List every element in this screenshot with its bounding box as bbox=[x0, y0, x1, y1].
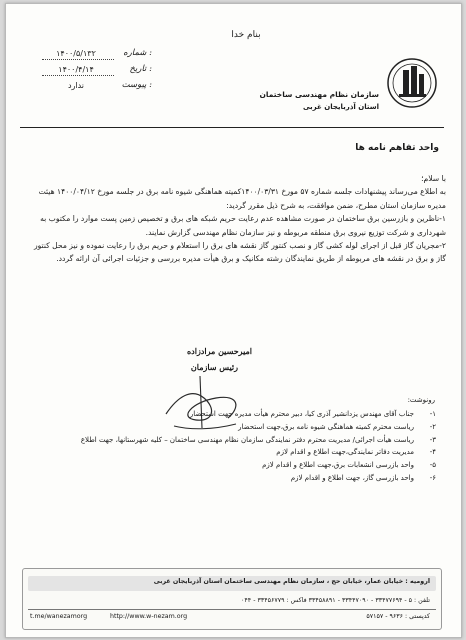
letter-meta bbox=[42, 48, 152, 96]
footer-divider bbox=[28, 609, 436, 610]
copies-heading: رونوشت: bbox=[407, 396, 435, 404]
basmala-heading: بنام خدا bbox=[231, 30, 261, 40]
attachment-value: ندارد bbox=[67, 81, 85, 90]
copy-item: ۲-ریاست محترم کمیته هماهنگی شیوه نامه برق،جهت استحضار bbox=[238, 422, 436, 431]
footer-phones: تلفن : ۵ - ۳۳۴۷۷۶۹۴ - ۳۳۴۴۷۰۹۰ - ۳۳۴۵۸۸۹۱ فاکس : ۳۳۴۵۶۷۷۹ - ۰۴۴ bbox=[241, 597, 430, 604]
number-dotted-line bbox=[42, 59, 114, 60]
copies-list bbox=[38, 408, 436, 485]
copy-item: ۱-جناب آقای مهندس یزدانشیر آذری کیا، دبیر محترم هیأت مدیره جهت استحضار bbox=[189, 410, 436, 418]
letterhead-footer bbox=[22, 568, 442, 630]
copy-item: ۶-واحد بازرسی گاز، جهت اطلاع و اقدام لازم bbox=[290, 473, 436, 482]
organization-province: استان آذربایجان غربی bbox=[302, 103, 379, 111]
copy-item: ۳-ریاست هیأت اجرائی/ مدیریت محترم دفتر نمایندگی سازمان نظام مهندسی ساختمان – کلیه شهرستانها، جهت اطلاع bbox=[80, 435, 436, 444]
organization-logo-block bbox=[249, 56, 439, 116]
footer-telegram-link[interactable]: t.me/wanezamorg bbox=[30, 613, 88, 620]
salutation: با سلام؛ bbox=[421, 174, 446, 183]
date-dotted-line bbox=[42, 75, 114, 76]
body-paragraph: ۱-ناظرین و بازرسین برق ساختمان در صورت مشاهده عدم رعایت حریم شبکه های برق و تخصیص زمین پست موارد را مکتوب به شهرداری و شرکت توزیع نیروی برق منطقه مربوطه و نیز سازمان نظام مهندسی گزارش نمایند. bbox=[40, 214, 446, 237]
footer-address: ارومیه : خیابان عمار، خیابان حج ، سازمان نظام مهندسی ساختمان استان آذربایجان غربی bbox=[153, 578, 430, 585]
attachment-label: پیوست : bbox=[121, 80, 152, 90]
body-paragraph: به اطلاع می‌رساند پیشنهادات جلسه شماره ۵۷ مورخ ۱۴۰۰/۰۳/۳۱کمیته هماهنگی شیوه نامه برق در جلسه مورخ ۱۴۰۰/۰۴/۱۲ هیئت مدیره سازمان استان مطرح، ضمن موافقت، به شرح ذیل مقرر گردید: bbox=[38, 187, 446, 210]
letter-body bbox=[26, 172, 446, 266]
date-value: ۱۴۰۰/۴/۱۴ bbox=[58, 65, 94, 74]
signer-name: امیرحسین مرادزاده bbox=[186, 346, 252, 356]
number-row bbox=[42, 48, 152, 64]
letter-subject: واحد تفاهم نامه ها bbox=[355, 143, 439, 153]
copy-item: ۵-واحد بازرسی انشعابات برق،جهت اطلاع و اقدام لازم bbox=[262, 461, 436, 470]
attachment-row bbox=[42, 80, 152, 96]
signer-title: رئیس سازمان bbox=[190, 362, 238, 372]
header-divider bbox=[20, 127, 444, 128]
number-value: ۱۴۰۰/۵/۱۳۲ bbox=[56, 49, 96, 58]
body-paragraph: ۲-مجریان گاز قبل از اجرای لوله کشی گاز و نصب کنتور گاز نقشه های برق را استعلام و حریم برق را رعایت نموده و نیز محل کنتور گاز و برق در نقشه های مربوطه از طریق نمایندگان رشته مکانیک و برق هیأت مدیره بررسی و جزئیات اجرائی آن ارائه گردد. bbox=[33, 241, 446, 264]
organization-logo-icon bbox=[385, 56, 439, 110]
number-label: شماره : bbox=[123, 48, 152, 58]
copy-item: ۴-مدیریت دفاتر نمایندگی،جهت اطلاع و اقدام لازم bbox=[276, 448, 436, 457]
date-row bbox=[42, 64, 152, 80]
letter-page bbox=[5, 3, 462, 638]
footer-postal-code: کدپستی : ۹۶۳۶ - ۵۷۱۵۷ bbox=[366, 613, 430, 620]
date-label: تاریخ : bbox=[129, 64, 152, 74]
footer-website-link[interactable]: http://www.w-nezam.org bbox=[110, 613, 188, 620]
organization-name: سازمان نظام مهندسی ساختمان bbox=[259, 90, 379, 99]
